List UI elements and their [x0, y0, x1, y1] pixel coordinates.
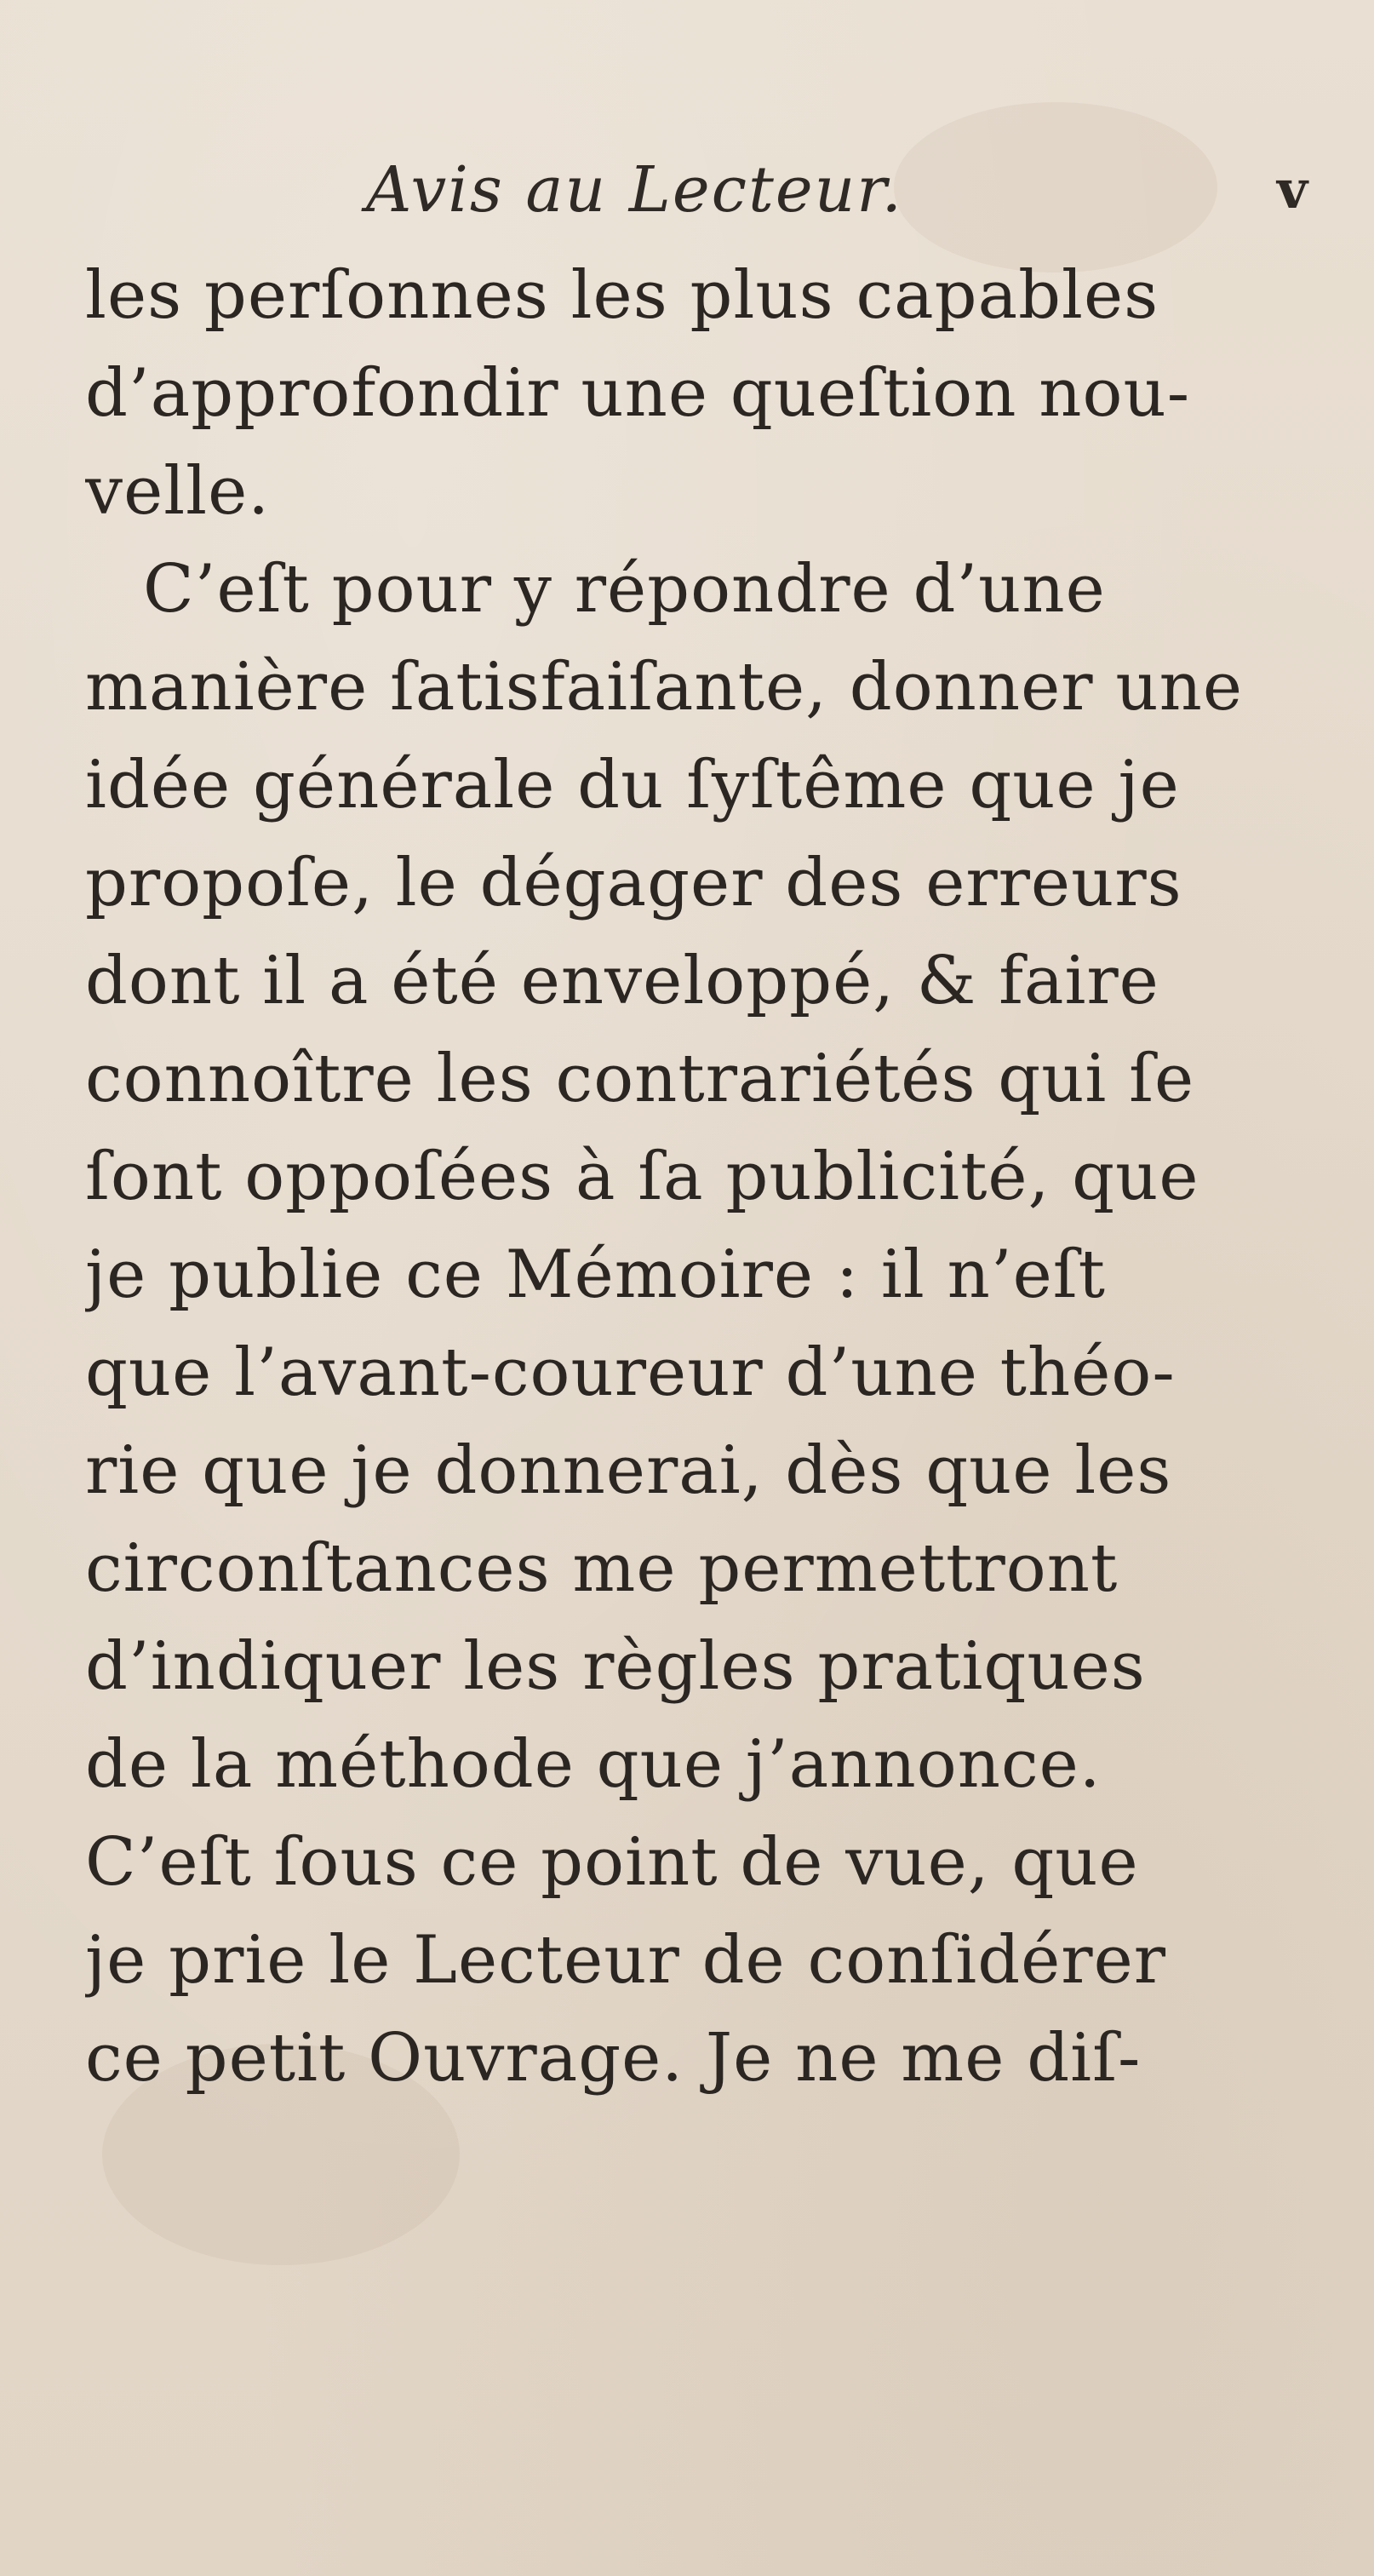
text-line: idée générale du ſyſtême que je: [85, 747, 1180, 823]
text-line: d’indiquer les règles pratiques: [85, 1628, 1146, 1705]
text-line: rie que je donnerai, dès que les: [85, 1432, 1172, 1509]
text-line: d’approfondir une queſtion nou-: [85, 355, 1191, 432]
text-line: circonſtances me permettront: [85, 1530, 1119, 1607]
text-line: je prie le Lecteur de conſidérer: [85, 1922, 1167, 1999]
text-line: C’eſt pour y répondre d’une: [143, 551, 1106, 628]
running-head-title: Avis au Lecteur.: [366, 153, 904, 227]
text-line: propoſe, le dégager des erreurs: [85, 845, 1182, 921]
text-line: de la méthode que j’annonce.: [85, 1726, 1102, 1803]
running-head: [0, 153, 1374, 230]
page-number: v: [1277, 158, 1308, 221]
text-line: ce petit Ouvrage. Je ne me diſ-: [85, 2020, 1142, 2097]
text-line: que l’avant-coureur d’une théo-: [85, 1334, 1176, 1411]
text-line: les perſonnes les plus capables: [85, 257, 1159, 334]
text-line: manière ſatisfaiſante, donner une: [85, 649, 1243, 726]
body-text: [85, 247, 1294, 2108]
text-line: je publie ce Mémoire : il n’eſt: [85, 1236, 1107, 1313]
text-line: ſont oppoſées à ſa publicité, que: [85, 1139, 1199, 1215]
text-line: velle.: [85, 453, 271, 530]
text-line: dont il a été enveloppé, & faire: [85, 943, 1159, 1019]
text-line: C’eſt ſous ce point de vue, que: [85, 1824, 1139, 1901]
text-line: connoître les contrariétés qui ſe: [85, 1041, 1195, 1117]
